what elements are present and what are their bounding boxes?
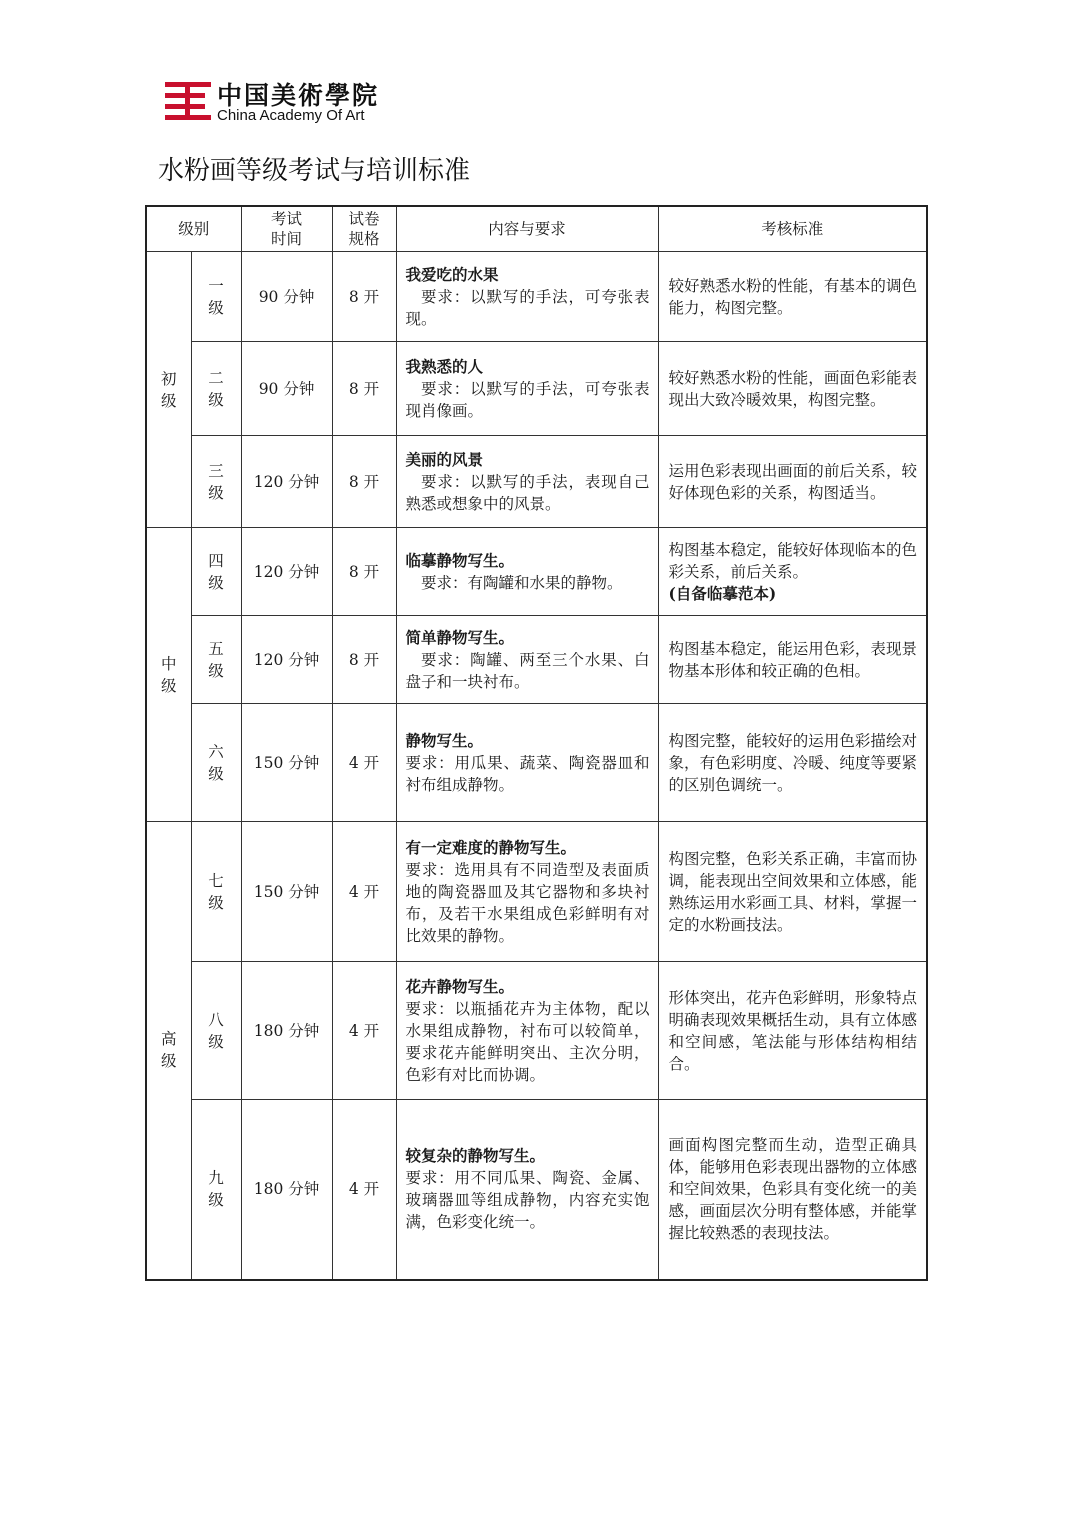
criteria-text: 运用色彩表现出画面的前后关系，较好体现色彩的关系，构图适当。	[668, 461, 918, 502]
criteria-cell	[658, 962, 927, 1100]
criteria-text: 构图基本稳定，能较好体现临本的色彩关系，前后关系。	[668, 540, 918, 581]
time-cell: 90 分钟	[241, 252, 332, 342]
content-title: 我熟悉的人	[405, 356, 484, 376]
time-cell: 180 分钟	[241, 1100, 332, 1280]
table-row	[146, 616, 927, 704]
group-name-cell	[146, 252, 191, 528]
level-cell	[191, 962, 241, 1100]
content-requirement: 要求：以默写的手法，表现自己熟悉或想象中的风景。	[405, 472, 650, 513]
criteria-note: (自备临摹范本)	[668, 583, 777, 603]
content-title: 简单静物写生。	[405, 627, 515, 647]
level-label: 二级	[208, 368, 224, 409]
content-requirement: 要求：选用具有不同造型及表面质地的陶瓷器皿及其它器物和多块衬布，及若干水果组成色彩鲜明有对比效果的静物。	[405, 860, 650, 945]
header-criteria: 考核标准	[658, 206, 927, 252]
content-title: 美丽的风景	[405, 449, 484, 469]
criteria-cell	[658, 436, 927, 528]
academy-logo	[165, 78, 405, 128]
criteria-cell	[658, 822, 927, 962]
content-cell	[396, 616, 658, 704]
criteria-text: 构图完整，色彩关系正确，丰富而协调，能表现出空间效果和立体感，能熟练运用水彩画工具、材料，掌握一定的水粉画技法。	[668, 849, 918, 934]
size-cell: 4 开	[332, 1100, 396, 1280]
header-level: 级别	[146, 206, 241, 252]
level-label: 一级	[208, 276, 224, 317]
size-cell: 4 开	[332, 962, 396, 1100]
content-requirement: 要求：用瓜果、蔬菜、陶瓷器皿和衬布组成静物。	[405, 753, 650, 794]
content-cell	[396, 436, 658, 528]
criteria-text: 构图基本稳定，能运用色彩，表现景物基本形体和较正确的色相。	[668, 639, 918, 680]
content-title: 花卉静物写生。	[405, 976, 515, 996]
group-name-cell	[146, 822, 191, 1280]
page-title: 水粉画等级考试与培训标准	[158, 156, 471, 186]
table-row	[146, 1100, 927, 1280]
logo-english-name: China Academy Of Art	[217, 107, 365, 124]
level-label: 九级	[208, 1169, 224, 1210]
logo-chinese-name: 中国美術學院	[217, 81, 380, 110]
criteria-cell	[658, 704, 927, 822]
content-requirement: 要求：陶罐、两至三个水果、白盘子和一块衬布。	[405, 650, 650, 691]
time-cell: 180 分钟	[241, 962, 332, 1100]
time-cell: 150 分钟	[241, 822, 332, 962]
level-cell	[191, 616, 241, 704]
level-label: 三级	[208, 461, 224, 502]
criteria-text: 画面构图完整而生动，造型正确具体，能够用色彩表现出器物的立体感和空间效果，色彩具有变化统一的美感，画面层次分明有整体感，并能掌握比较熟悉的表现技法。	[668, 1136, 918, 1243]
content-cell	[396, 342, 658, 436]
time-cell: 120 分钟	[241, 616, 332, 704]
time-cell: 120 分钟	[241, 436, 332, 528]
criteria-cell	[658, 616, 927, 704]
criteria-text: 较好熟悉水粉的性能，画面色彩能表现出大致冷暖效果，构图完整。	[668, 368, 918, 409]
content-title: 临摹静物写生。	[405, 550, 515, 570]
header-time: 考试时间	[241, 206, 332, 252]
group-name: 高级	[160, 1030, 177, 1071]
time-cell: 120 分钟	[241, 528, 332, 616]
criteria-cell	[658, 342, 927, 436]
size-cell: 8 开	[332, 436, 396, 528]
group-name-cell	[146, 528, 191, 822]
level-label: 六级	[208, 742, 224, 783]
table-header-row	[146, 206, 927, 252]
table-row	[146, 252, 927, 342]
content-cell	[396, 528, 658, 616]
content-requirement: 要求：用不同瓜果、陶瓷、金属、玻璃器皿等组成静物，内容充实饱满，色彩变化统一。	[405, 1169, 650, 1232]
size-cell: 4 开	[332, 822, 396, 962]
time-cell: 150 分钟	[241, 704, 332, 822]
size-cell: 8 开	[332, 252, 396, 342]
level-cell	[191, 436, 241, 528]
level-cell	[191, 528, 241, 616]
level-cell	[191, 342, 241, 436]
table-row	[146, 528, 927, 616]
content-title: 静物写生。	[405, 730, 484, 750]
criteria-text: 较好熟悉水粉的性能，有基本的调色能力，构图完整。	[668, 276, 918, 317]
table-row	[146, 436, 927, 528]
size-cell: 8 开	[332, 616, 396, 704]
content-cell	[396, 1100, 658, 1280]
level-label: 七级	[208, 871, 224, 912]
table-row	[146, 342, 927, 436]
content-cell	[396, 252, 658, 342]
level-label: 五级	[208, 639, 224, 680]
content-requirement: 要求：以默写的手法，可夸张表现。	[405, 287, 650, 328]
criteria-text: 形体突出，花卉色彩鲜明，形象特点明确表现效果概括生动，具有立体感和空间感，笔法能与形体结构相结合。	[668, 988, 918, 1073]
level-label: 四级	[208, 551, 224, 592]
standards-table	[145, 205, 928, 1281]
content-requirement: 要求：有陶罐和水果的静物。	[421, 573, 623, 592]
level-cell	[191, 1100, 241, 1280]
criteria-cell	[658, 1100, 927, 1280]
level-cell	[191, 822, 241, 962]
header-content: 内容与要求	[396, 206, 658, 252]
size-cell: 8 开	[332, 342, 396, 436]
logo-mark-icon	[165, 82, 211, 120]
level-label: 八级	[208, 1010, 224, 1051]
content-title: 我爱吃的水果	[405, 264, 499, 284]
group-name: 初级	[160, 369, 177, 410]
content-cell	[396, 822, 658, 962]
content-requirement: 要求：以默写的手法，可夸张表现肖像画。	[405, 379, 650, 420]
criteria-cell	[658, 528, 927, 616]
group-name: 中级	[160, 654, 177, 695]
level-cell	[191, 704, 241, 822]
table-row	[146, 704, 927, 822]
table-row	[146, 822, 927, 962]
content-requirement: 要求：以瓶插花卉为主体物，配以水果组成静物，衬布可以较简单，要求花卉能鲜明突出、主次分明，色彩有对比而协调。	[405, 999, 650, 1084]
content-title: 有一定难度的静物写生。	[405, 837, 577, 857]
content-cell	[396, 962, 658, 1100]
header-size: 试卷规格	[332, 206, 396, 252]
time-cell: 90 分钟	[241, 342, 332, 436]
level-cell	[191, 252, 241, 342]
content-title: 较复杂的静物写生。	[405, 1146, 546, 1166]
content-cell	[396, 704, 658, 822]
size-cell: 4 开	[332, 704, 396, 822]
criteria-text: 构图完整，能较好的运用色彩描绘对象，有色彩明度、冷暖、纯度等要紧的区别色调统一。	[668, 731, 918, 794]
table-row	[146, 962, 927, 1100]
size-cell: 8 开	[332, 528, 396, 616]
criteria-cell	[658, 252, 927, 342]
